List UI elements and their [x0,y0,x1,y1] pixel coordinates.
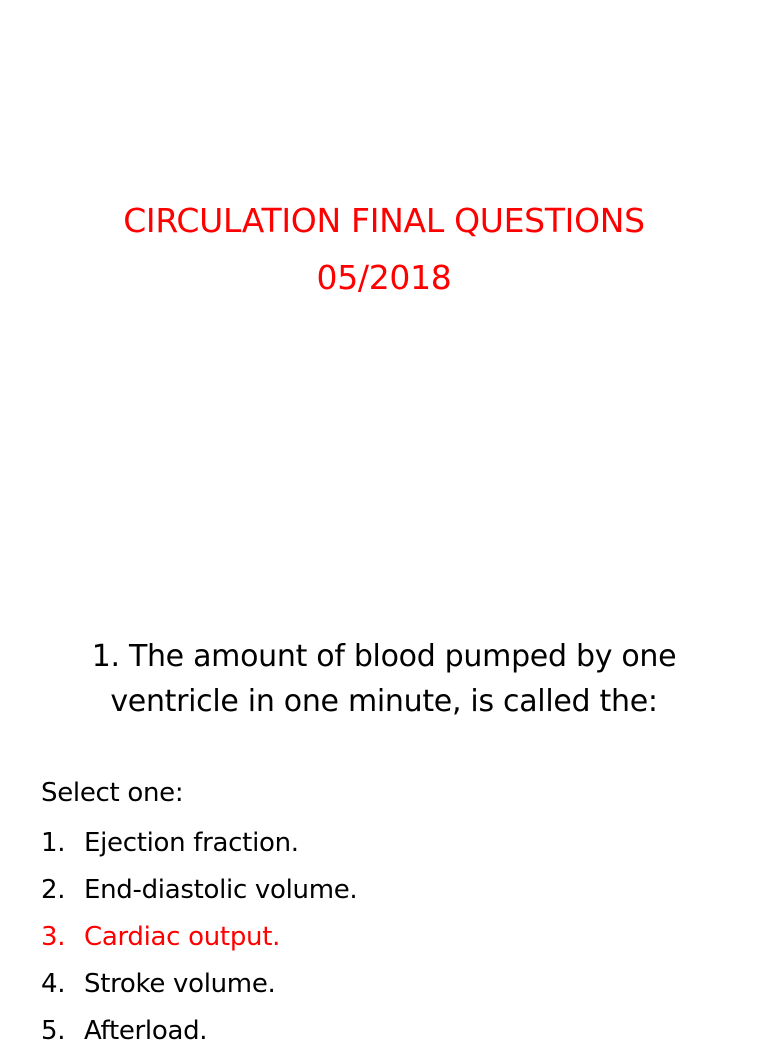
option-number: 2. [41,875,66,905]
answer-options [41,820,357,1055]
answer-option-correct[interactable] [41,914,357,961]
option-label: Ejection fraction. [84,828,299,858]
option-number: 4. [41,969,66,999]
option-label: Cardiac output. [84,922,281,952]
select-prompt: Select one: [41,778,184,808]
question-slide [0,576,768,1046]
option-label: Stroke volume. [84,969,276,999]
option-number: 1. [41,828,66,858]
answer-option[interactable] [41,867,357,914]
title-line-2: 05/2018 [316,258,452,297]
option-label: Afterload. [84,1016,208,1046]
question-line-1: 1. The amount of blood pumped by one [91,639,677,674]
answer-option[interactable] [41,961,357,1008]
question-line-2: ventricle in one minute, is called the: [110,684,658,719]
option-number: 3. [41,922,66,952]
answer-option[interactable] [41,820,357,867]
question-text [0,634,768,724]
answer-option[interactable] [41,1008,357,1055]
slide-title [0,192,768,306]
title-line-1: CIRCULATION FINAL QUESTIONS [123,201,645,240]
option-label: End-diastolic volume. [84,875,358,905]
option-number: 5. [41,1016,66,1046]
